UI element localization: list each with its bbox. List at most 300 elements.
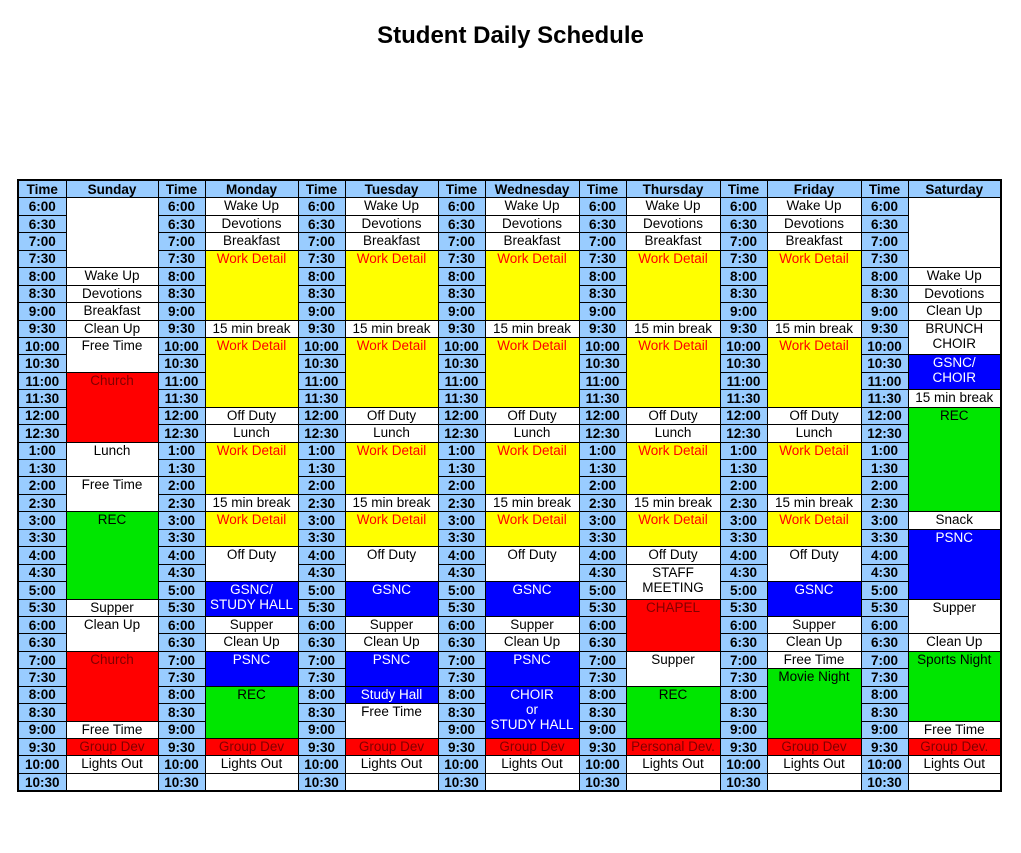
activity-cell-friday: Devotions <box>767 215 861 232</box>
time-cell: 8:00 <box>861 268 908 285</box>
time-cell: 9:30 <box>720 739 767 756</box>
activity-cell-wednesday: Lunch <box>485 425 579 442</box>
day-header-saturday: Saturday <box>908 180 1001 198</box>
time-cell: 9:00 <box>18 303 66 320</box>
activity-line: STAFF <box>652 564 694 580</box>
activity-cell-tuesday: Lights Out <box>345 756 438 773</box>
time-cell: 6:30 <box>298 634 345 651</box>
activity-cell-saturday: Lights Out <box>908 756 1001 773</box>
activity-cell-sunday: Supper <box>66 599 158 616</box>
activity-line: GSNC/ <box>932 355 976 371</box>
activity-cell-monday: Breakfast <box>205 233 298 250</box>
time-cell: 12:30 <box>158 425 205 442</box>
time-cell: 4:30 <box>861 564 908 581</box>
activity-cell-sunday: Free Time <box>66 477 158 512</box>
activity-cell-monday: Group Dev <box>205 739 298 756</box>
activity-cell-wednesday: Work Detail <box>485 442 579 494</box>
activity-cell-saturday: Sports Night <box>908 651 1001 721</box>
time-cell: 7:30 <box>298 669 345 686</box>
time-cell: 4:30 <box>720 564 767 581</box>
activity-cell-wednesday: Off Duty <box>485 407 579 424</box>
time-cell: 5:30 <box>18 599 66 616</box>
time-cell: 10:30 <box>438 773 485 791</box>
time-cell: 12:00 <box>438 407 485 424</box>
time-cell: 10:00 <box>158 337 205 354</box>
activity-cell-thursday: Work Detail <box>626 442 720 494</box>
time-cell: 11:30 <box>158 390 205 407</box>
activity-cell-thursday: Work Detail <box>626 512 720 547</box>
time-cell: 10:30 <box>18 355 66 372</box>
time-cell: 7:30 <box>298 250 345 267</box>
activity-cell-wednesday: 15 min break <box>485 320 579 337</box>
time-cell: 7:00 <box>720 233 767 250</box>
time-cell: 7:30 <box>158 669 205 686</box>
time-cell: 11:00 <box>720 372 767 389</box>
time-cell: 11:00 <box>158 372 205 389</box>
time-cell: 1:00 <box>861 442 908 459</box>
time-cell: 5:00 <box>18 582 66 599</box>
time-cell: 12:00 <box>18 407 66 424</box>
time-cell: 5:00 <box>579 582 626 599</box>
time-cell: 10:30 <box>18 773 66 791</box>
time-cell: 6:00 <box>18 616 66 633</box>
time-cell: 7:30 <box>861 250 908 267</box>
time-cell: 7:00 <box>861 233 908 250</box>
activity-cell-thursday <box>626 773 720 791</box>
activity-cell-monday: Lunch <box>205 425 298 442</box>
time-cell: 6:30 <box>158 634 205 651</box>
time-cell: 6:00 <box>298 616 345 633</box>
time-cell: 7:00 <box>438 651 485 668</box>
activity-cell-tuesday: 15 min break <box>345 494 438 511</box>
time-cell: 2:00 <box>298 477 345 494</box>
time-cell: 10:00 <box>579 756 626 773</box>
time-cell: 9:30 <box>298 320 345 337</box>
time-cell: 3:30 <box>720 529 767 546</box>
activity-cell-thursday: Lights Out <box>626 756 720 773</box>
time-cell: 12:30 <box>579 425 626 442</box>
activity-cell-thursday: Work Detail <box>626 337 720 407</box>
table-row <box>18 651 1001 668</box>
time-cell: 5:30 <box>861 599 908 616</box>
activity-cell-wednesday: Work Detail <box>485 250 579 320</box>
table-row <box>18 512 1001 529</box>
activity-cell-thursday: Personal Dev. <box>626 739 720 756</box>
time-cell: 10:30 <box>158 355 205 372</box>
activity-cell-sunday: Free Time <box>66 337 158 372</box>
activity-cell-wednesday: GSNC <box>485 582 579 617</box>
activity-cell-tuesday: Free Time <box>345 704 438 739</box>
time-cell: 8:30 <box>18 285 66 302</box>
activity-cell-sunday: Clean Up <box>66 320 158 337</box>
time-cell: 7:30 <box>18 669 66 686</box>
time-cell: 11:30 <box>720 390 767 407</box>
activity-cell-thursday: REC <box>626 686 720 738</box>
time-header: Time <box>861 180 908 198</box>
time-cell: 10:00 <box>579 337 626 354</box>
time-cell: 3:00 <box>579 512 626 529</box>
time-cell: 9:00 <box>18 721 66 738</box>
time-cell: 2:30 <box>438 494 485 511</box>
time-cell: 9:00 <box>861 303 908 320</box>
time-cell: 9:30 <box>861 320 908 337</box>
activity-cell-sunday: REC <box>66 512 158 599</box>
time-cell: 6:00 <box>298 198 345 215</box>
time-cell: 9:30 <box>158 320 205 337</box>
time-cell: 10:30 <box>298 773 345 791</box>
activity-cell-friday: Breakfast <box>767 233 861 250</box>
time-cell: 11:30 <box>18 390 66 407</box>
table-row <box>18 250 1001 267</box>
activity-line: STUDY HALL <box>209 597 294 613</box>
time-cell: 9:00 <box>861 721 908 738</box>
activity-cell-tuesday <box>345 773 438 791</box>
time-cell: 5:30 <box>438 599 485 616</box>
time-cell: 2:30 <box>18 494 66 511</box>
activity-line: or <box>525 701 538 717</box>
activity-cell-wednesday: Wake Up <box>485 198 579 215</box>
activity-cell-friday: Free Time <box>767 651 861 668</box>
time-cell: 1:30 <box>579 460 626 477</box>
activity-cell-wednesday: Lights Out <box>485 756 579 773</box>
day-header-wednesday: Wednesday <box>485 180 579 198</box>
time-cell: 2:00 <box>720 477 767 494</box>
time-cell: 11:00 <box>861 372 908 389</box>
time-cell: 6:30 <box>438 215 485 232</box>
time-cell: 3:00 <box>18 512 66 529</box>
activity-cell-wednesday <box>485 686 579 738</box>
activity-cell-sunday: Wake Up <box>66 268 158 285</box>
activity-cell-monday: Clean Up <box>205 634 298 651</box>
time-cell: 6:00 <box>158 198 205 215</box>
activity-cell-thursday: 15 min break <box>626 494 720 511</box>
time-cell: 4:30 <box>298 564 345 581</box>
time-cell: 9:00 <box>158 303 205 320</box>
time-cell: 7:00 <box>18 233 66 250</box>
time-cell: 4:00 <box>438 547 485 564</box>
time-cell: 10:00 <box>720 756 767 773</box>
activity-cell-friday: Supper <box>767 616 861 633</box>
time-cell: 10:30 <box>158 773 205 791</box>
time-cell: 10:00 <box>158 756 205 773</box>
time-cell: 12:00 <box>720 407 767 424</box>
time-cell: 12:00 <box>158 407 205 424</box>
table-row <box>18 494 1001 511</box>
time-cell: 7:30 <box>18 250 66 267</box>
activity-line: CHOIR <box>932 370 976 386</box>
activity-cell-tuesday: Study Hall <box>345 686 438 703</box>
time-cell: 1:00 <box>438 442 485 459</box>
activity-cell-friday: Movie Night <box>767 669 861 739</box>
table-row <box>18 442 1001 459</box>
activity-cell-sunday: Church <box>66 372 158 442</box>
activity-cell-monday: Work Detail <box>205 337 298 407</box>
time-cell: 7:00 <box>579 651 626 668</box>
time-cell: 12:00 <box>579 407 626 424</box>
table-row <box>18 616 1001 633</box>
day-header-thursday: Thursday <box>626 180 720 198</box>
activity-cell-saturday: Wake Up <box>908 268 1001 285</box>
time-cell: 3:00 <box>158 512 205 529</box>
time-cell: 7:30 <box>720 669 767 686</box>
time-header: Time <box>298 180 345 198</box>
time-cell: 5:00 <box>158 582 205 599</box>
activity-cell-tuesday: Work Detail <box>345 337 438 407</box>
table-row <box>18 634 1001 651</box>
activity-cell-sunday: Church <box>66 651 158 721</box>
time-cell: 8:00 <box>579 686 626 703</box>
activity-cell-thursday <box>626 564 720 599</box>
time-cell: 2:00 <box>579 477 626 494</box>
time-cell: 8:30 <box>861 704 908 721</box>
table-row <box>18 582 1001 599</box>
time-cell: 6:30 <box>579 634 626 651</box>
time-cell: 6:30 <box>861 215 908 232</box>
activity-cell-sunday: Lunch <box>66 442 158 477</box>
time-cell: 2:30 <box>861 494 908 511</box>
activity-line: STUDY HALL <box>490 716 574 732</box>
activity-cell-wednesday: 15 min break <box>485 494 579 511</box>
time-cell: 8:00 <box>579 268 626 285</box>
time-cell: 11:00 <box>18 372 66 389</box>
activity-cell-thursday: Off Duty <box>626 407 720 424</box>
time-cell: 4:00 <box>861 547 908 564</box>
table-row <box>18 425 1001 442</box>
time-cell: 8:30 <box>720 285 767 302</box>
time-cell: 5:00 <box>298 582 345 599</box>
time-cell: 9:30 <box>18 320 66 337</box>
time-cell: 6:30 <box>720 215 767 232</box>
time-cell: 6:30 <box>861 634 908 651</box>
time-cell: 12:30 <box>720 425 767 442</box>
time-cell: 7:00 <box>158 651 205 668</box>
time-cell: 11:00 <box>298 372 345 389</box>
time-cell: 8:00 <box>438 268 485 285</box>
activity-cell-friday: Clean Up <box>767 634 861 651</box>
time-cell: 11:30 <box>861 390 908 407</box>
time-cell: 7:30 <box>720 250 767 267</box>
day-header-monday: Monday <box>205 180 298 198</box>
activity-cell-tuesday: Work Detail <box>345 442 438 494</box>
time-cell: 1:00 <box>579 442 626 459</box>
activity-cell-wednesday: Devotions <box>485 215 579 232</box>
time-cell: 5:30 <box>158 599 205 616</box>
activity-cell-saturday: Clean Up <box>908 303 1001 320</box>
activity-cell-saturday: Group Dev. <box>908 739 1001 756</box>
activity-cell-wednesday: Breakfast <box>485 233 579 250</box>
time-cell: 2:00 <box>861 477 908 494</box>
activity-cell-friday: Work Detail <box>767 250 861 320</box>
time-cell: 2:30 <box>579 494 626 511</box>
activity-cell-friday <box>767 773 861 791</box>
activity-cell-friday: Work Detail <box>767 337 861 407</box>
activity-cell-sunday: Breakfast <box>66 303 158 320</box>
activity-cell-monday: Off Duty <box>205 407 298 424</box>
activity-cell-monday: PSNC <box>205 651 298 686</box>
time-cell: 2:00 <box>158 477 205 494</box>
time-cell: 1:00 <box>158 442 205 459</box>
activity-cell-saturday: 15 min break <box>908 390 1001 407</box>
time-cell: 10:30 <box>579 773 626 791</box>
table-row <box>18 773 1001 791</box>
activity-cell-tuesday: Breakfast <box>345 233 438 250</box>
time-cell: 10:30 <box>720 773 767 791</box>
time-cell: 6:00 <box>579 198 626 215</box>
time-cell: 6:00 <box>861 616 908 633</box>
activity-cell-wednesday: Work Detail <box>485 337 579 407</box>
activity-cell-saturday: PSNC <box>908 529 1001 599</box>
time-cell: 6:00 <box>861 198 908 215</box>
activity-cell-tuesday: Supper <box>345 616 438 633</box>
activity-cell-friday: Group Dev <box>767 739 861 756</box>
activity-cell-wednesday: Off Duty <box>485 547 579 582</box>
time-cell: 10:30 <box>720 355 767 372</box>
activity-cell-sunday: Lights Out <box>66 756 158 773</box>
time-cell: 9:30 <box>579 739 626 756</box>
day-header-friday: Friday <box>767 180 861 198</box>
time-cell: 8:00 <box>18 268 66 285</box>
activity-cell-monday: Wake Up <box>205 198 298 215</box>
time-cell: 7:30 <box>438 250 485 267</box>
time-cell: 9:00 <box>720 721 767 738</box>
time-cell: 8:30 <box>720 704 767 721</box>
schedule-table <box>17 179 1002 792</box>
time-cell: 8:00 <box>298 686 345 703</box>
time-header: Time <box>158 180 205 198</box>
time-cell: 9:00 <box>438 721 485 738</box>
time-cell: 9:00 <box>579 721 626 738</box>
time-cell: 8:30 <box>18 704 66 721</box>
table-row <box>18 198 1001 215</box>
activity-cell-monday: Supper <box>205 616 298 633</box>
activity-cell-monday: Work Detail <box>205 442 298 494</box>
time-cell: 1:00 <box>720 442 767 459</box>
activity-cell-friday: Lights Out <box>767 756 861 773</box>
time-cell: 3:30 <box>18 529 66 546</box>
time-cell: 10:30 <box>438 355 485 372</box>
time-cell: 9:00 <box>438 303 485 320</box>
time-cell: 2:00 <box>438 477 485 494</box>
time-cell: 4:00 <box>298 547 345 564</box>
time-cell: 6:00 <box>438 616 485 633</box>
time-cell: 7:00 <box>18 651 66 668</box>
time-cell: 7:00 <box>298 651 345 668</box>
time-header: Time <box>579 180 626 198</box>
time-cell: 4:30 <box>579 564 626 581</box>
activity-cell-saturday <box>908 773 1001 791</box>
activity-cell-friday: Lunch <box>767 425 861 442</box>
time-cell: 8:00 <box>158 268 205 285</box>
table-row <box>18 320 1001 337</box>
day-header-tuesday: Tuesday <box>345 180 438 198</box>
time-cell: 6:30 <box>579 215 626 232</box>
time-cell: 8:30 <box>158 285 205 302</box>
time-cell: 5:00 <box>861 582 908 599</box>
time-cell: 2:00 <box>18 477 66 494</box>
time-cell: 7:00 <box>298 233 345 250</box>
activity-cell-tuesday: Wake Up <box>345 198 438 215</box>
time-cell: 1:30 <box>18 460 66 477</box>
time-cell: 6:30 <box>298 215 345 232</box>
activity-cell-monday: Work Detail <box>205 512 298 547</box>
time-cell: 8:00 <box>158 686 205 703</box>
time-cell: 12:30 <box>18 425 66 442</box>
time-cell: 1:30 <box>438 460 485 477</box>
time-cell: 11:30 <box>438 390 485 407</box>
activity-cell-sunday <box>66 198 158 268</box>
activity-cell-tuesday: Devotions <box>345 215 438 232</box>
activity-cell-monday: Work Detail <box>205 250 298 320</box>
time-cell: 7:00 <box>158 233 205 250</box>
time-header: Time <box>438 180 485 198</box>
time-cell: 6:00 <box>720 616 767 633</box>
time-cell: 6:00 <box>438 198 485 215</box>
activity-cell-sunday: Clean Up <box>66 616 158 651</box>
activity-cell-friday: Off Duty <box>767 407 861 424</box>
time-cell: 8:30 <box>298 704 345 721</box>
activity-line: CHOIR <box>932 335 976 351</box>
time-cell: 4:30 <box>438 564 485 581</box>
time-cell: 7:00 <box>861 651 908 668</box>
time-cell: 8:30 <box>861 285 908 302</box>
activity-cell-saturday: Free Time <box>908 721 1001 738</box>
activity-cell-monday: Devotions <box>205 215 298 232</box>
activity-cell-thursday: 15 min break <box>626 320 720 337</box>
time-cell: 10:30 <box>861 773 908 791</box>
time-cell: 10:30 <box>298 355 345 372</box>
time-cell: 7:00 <box>438 233 485 250</box>
time-cell: 7:30 <box>438 669 485 686</box>
activity-cell-saturday: Devotions <box>908 285 1001 302</box>
time-cell: 12:00 <box>861 407 908 424</box>
time-cell: 3:30 <box>158 529 205 546</box>
activity-cell-tuesday: Off Duty <box>345 407 438 424</box>
time-cell: 5:00 <box>720 582 767 599</box>
time-cell: 10:00 <box>298 756 345 773</box>
activity-cell-saturday: Clean Up <box>908 634 1001 651</box>
time-cell: 12:30 <box>438 425 485 442</box>
time-cell: 11:00 <box>438 372 485 389</box>
time-cell: 10:00 <box>298 337 345 354</box>
time-cell: 8:00 <box>861 686 908 703</box>
activity-cell-friday: 15 min break <box>767 320 861 337</box>
time-cell: 9:00 <box>720 303 767 320</box>
time-cell: 3:00 <box>720 512 767 529</box>
time-cell: 8:00 <box>298 268 345 285</box>
time-cell: 9:30 <box>720 320 767 337</box>
time-cell: 8:00 <box>18 686 66 703</box>
time-cell: 8:30 <box>158 704 205 721</box>
time-cell: 7:30 <box>579 250 626 267</box>
activity-cell-thursday: Work Detail <box>626 250 720 320</box>
time-cell: 8:30 <box>579 285 626 302</box>
time-cell: 2:30 <box>298 494 345 511</box>
time-cell: 10:00 <box>861 337 908 354</box>
time-cell: 12:30 <box>298 425 345 442</box>
time-cell: 5:30 <box>579 599 626 616</box>
time-header: Time <box>720 180 767 198</box>
activity-cell-thursday: Wake Up <box>626 198 720 215</box>
time-cell: 6:00 <box>720 198 767 215</box>
time-cell: 10:00 <box>720 337 767 354</box>
activity-cell-monday: Lights Out <box>205 756 298 773</box>
activity-cell-wednesday: Work Detail <box>485 512 579 547</box>
activity-cell-monday: 15 min break <box>205 494 298 511</box>
time-cell: 9:30 <box>861 739 908 756</box>
activity-cell-saturday: Snack <box>908 512 1001 529</box>
time-cell: 9:00 <box>298 303 345 320</box>
time-cell: 8:00 <box>720 268 767 285</box>
